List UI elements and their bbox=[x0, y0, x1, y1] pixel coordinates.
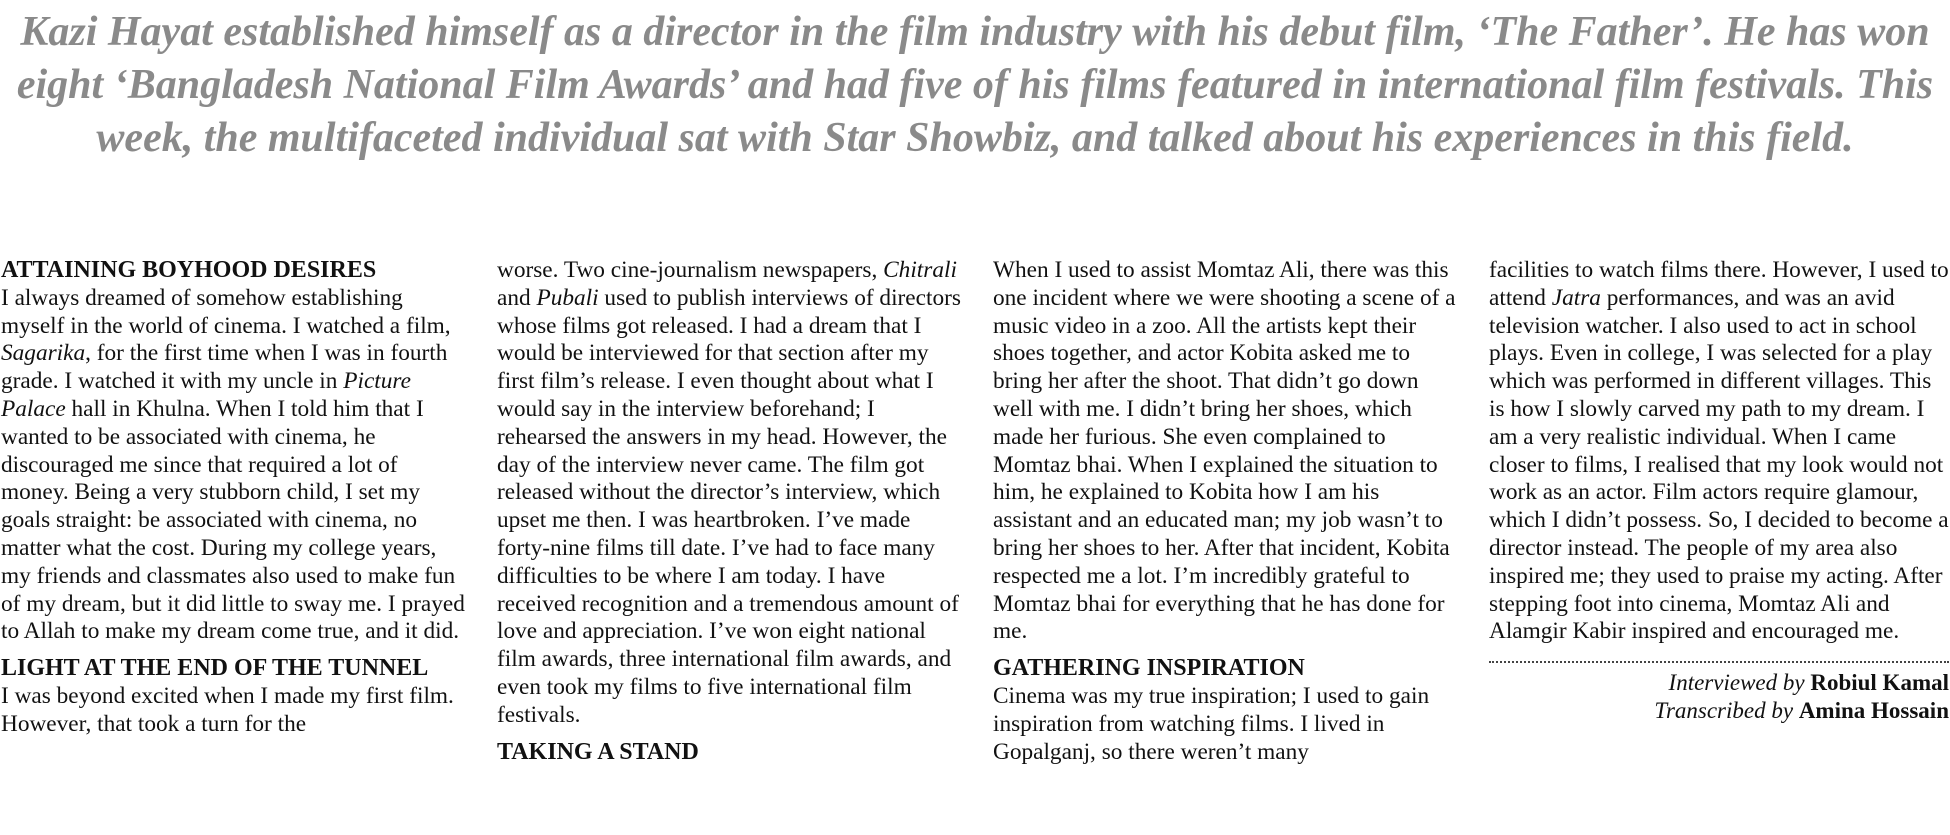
newspaper-pubali: Pubali bbox=[536, 284, 599, 311]
section-heading-inspiration: GATHERING INSPIRATION bbox=[993, 655, 1305, 682]
column-1 bbox=[1, 257, 469, 739]
transcriber-name: Amina Hossain bbox=[1798, 698, 1949, 724]
interviewer-credit: Interviewed by Robiul Kamal bbox=[1668, 670, 1949, 696]
hall-name: Picture Palace bbox=[1, 368, 411, 422]
paragraph-tunnel-continued: worse. Two cine-journalism newspapers, Chitrali and Pubali used to publish interviews of directors whose films got released. I had a dream that I would be interviewed for that section after my first film’s release. I even thought about what I would say in the interview beforehand; I rehearsed the answers in my head. However, the day of the interview never came. The film got released without the director’s interview, which upset me then. I was heartbroken. I’ve made forty-nine films till date. I’ve had to face many difficulties to be where I am today. I have received recognition and a tremendous amount of love and appreciation. I’ve won eight national film awards, three international film awards, and even took my films to five international film festivals. bbox=[497, 257, 961, 728]
interviewer-name: Robiul Kamal bbox=[1810, 670, 1949, 696]
section-heading-boyhood: ATTAINING BOYHOOD DESIRES bbox=[1, 257, 377, 283]
column-3 bbox=[993, 257, 1461, 766]
paragraph-boyhood: I always dreamed of somehow establishing myself in the world of cinema. I watched a film, Sagarika, for the first time when I was in fourth grade. I watched it with my uncle in Picture Palace hall in Khulna. When I told him that I wanted to be associated with cinema, he discouraged me since that required a lot of money. Being a very stubborn child, I set my goals straight: be associated with cinema, no matter what the cost. During my college years, my friends and classmates also used to make fun of my dream, but it did little to sway me. I prayed to Allah to make my dream come true, and it did. bbox=[1, 284, 465, 645]
section-heading-stand: TAKING A STAND bbox=[497, 738, 699, 765]
column-2 bbox=[497, 257, 965, 766]
column-4 bbox=[1489, 257, 1949, 725]
paragraph-inspiration-start: Cinema was my true inspiration; I used to gain inspiration from watching films. I lived in Gopalganj, so there weren’t many bbox=[993, 682, 1430, 765]
film-title-sagarika: Sagarika bbox=[1, 340, 86, 367]
jatra-term: Jatra bbox=[1551, 284, 1601, 311]
paragraph-stand: When I used to assist Momtaz Ali, there was this one incident where we were shooting a scene of a music video in a zoo. All the artists kept their shoes together, and actor Kobita asked me to bring her after the shoot. That didn’t go down well with me. I didn’t bring her shoes, which made her furious. She even complained to Momtaz bhai. When I explained the situation to him, he explained to Kobita how I am his assistant and an educated man; my job wasn’t to bring her shoes to her. After that incident, Kobita respected me a lot. I’m incredibly grateful to Momtaz bhai for everything that he has done for me. bbox=[993, 257, 1456, 645]
paragraph-inspiration-continued: facilities to watch films there. However, I used to attend Jatra performances, and was an avid television watcher. I also used to act in school plays. Even in college, I was selected for a play which was performed in different villages. This is how I slowly carved my path to my dream. I am a very realistic individual. When I came closer to films, I realised that my look would not work as an actor. Film actors require glamour, which I didn’t possess. So, I decided to become a director instead. The people of my area also inspired me; they used to praise my acting. After stepping foot into cinema, Momtaz Ali and Alamgir Kabir inspired and encouraged me. bbox=[1489, 257, 1949, 645]
paragraph-tunnel-start: I was beyond excited when I made my first film. However, that took a turn for the bbox=[1, 682, 454, 737]
newspaper-chitrali: Chitrali bbox=[883, 257, 957, 283]
section-heading-tunnel: LIGHT AT THE END OF THE TUNNEL bbox=[1, 655, 429, 682]
transcriber-credit: Transcribed by Amina Hossain bbox=[1654, 698, 1949, 724]
standfirst: Kazi Hayat established himself as a director in the film industry with his debut film, ‘The Father’. He has won eight ‘Bangladesh National Film Awards’ and had five of his films featured in international film festivals. This week, the multifaceted individual sat with Star Showbiz, and talked about his experiences in this field. bbox=[16, 9, 1934, 161]
credits-divider bbox=[1489, 661, 1949, 663]
